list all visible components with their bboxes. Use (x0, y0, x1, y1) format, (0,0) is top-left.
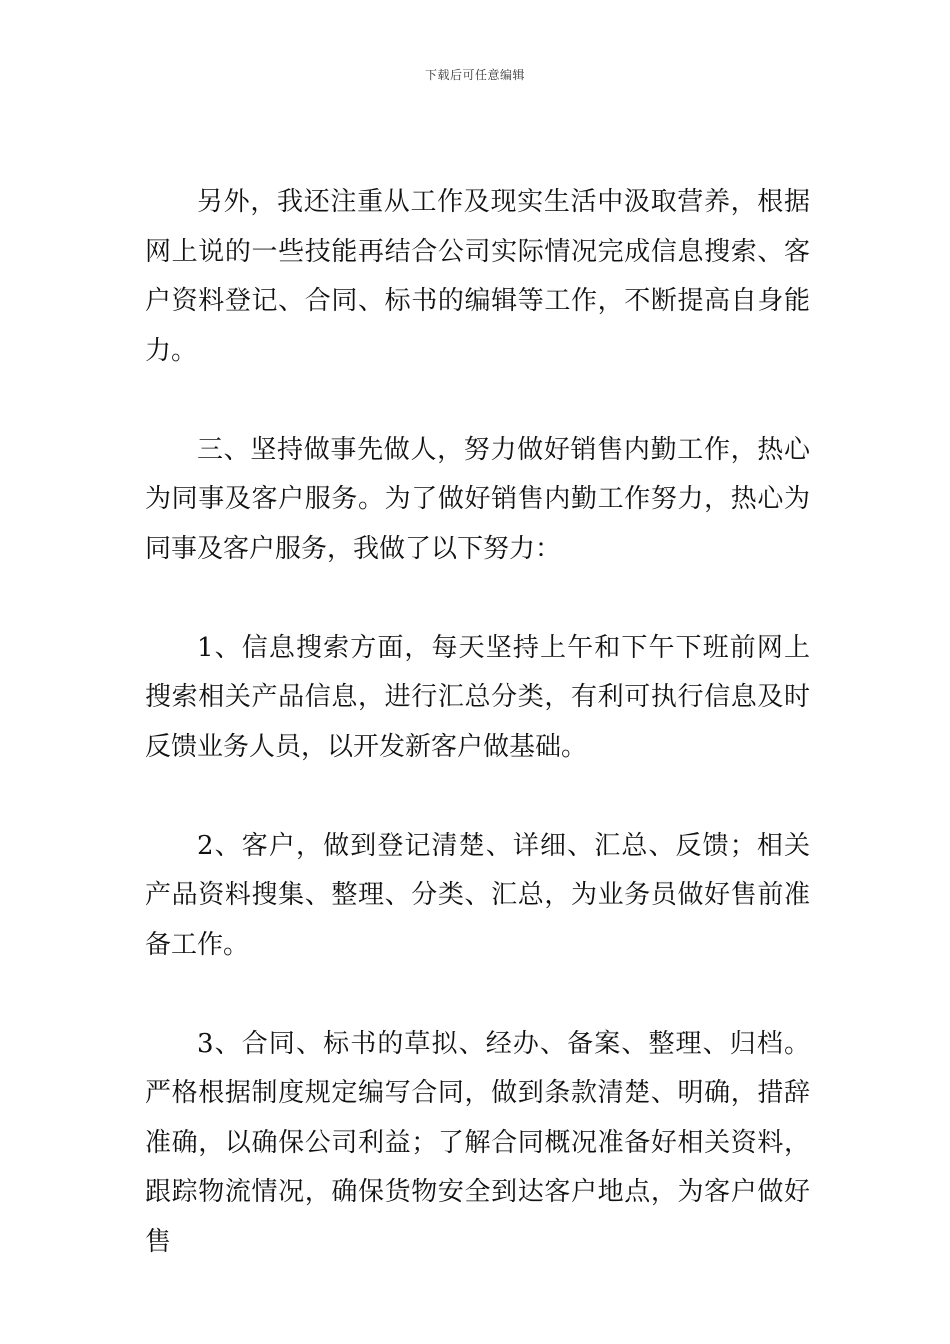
paragraph: 三、坚持做事先做人，努力做好销售内勤工作，热心为同事及客户服务。为了做好销售内勤工作努力，热心为同事及客户服务，我做了以下努力： (145, 434, 810, 564)
paragraph: 1、信息搜索方面，每天坚持上午和下午下班前网上搜索相关产品信息，进行汇总分类，有利可执行信息及时反馈业务人员，以开发新客户做基础。 (145, 632, 810, 762)
paragraph-spacer (145, 574, 810, 624)
paragraph: 另外，我还注重从工作及现实生活中汲取营养，根据网上说的一些技能再结合公司实际情况完成信息搜索、客户资料登记、合同、标书的编辑等工作，不断提高自身能力。 (145, 187, 810, 366)
paragraph-spacer (145, 772, 810, 822)
paragraph: 2、客户，做到登记清楚、详细、汇总、反馈；相关产品资料搜集、整理、分类、汇总，为业务员做好售前准备工作。 (145, 830, 810, 960)
paragraph-spacer (145, 970, 810, 1020)
page-header-note: 下载后可任意编辑 (424, 68, 525, 82)
paragraph-spacer (145, 376, 810, 426)
paragraph: 3、合同、标书的草拟、经办、备案、整理、归档。严格根据制度规定编写合同，做到条款清楚、明确，措辞准确，以确保公司利益；了解合同概况准备好相关资料，跟踪物流情况，确保货物安全到达客户地点，为客户做好售 (145, 1028, 810, 1257)
document-body (145, 178, 810, 1267)
